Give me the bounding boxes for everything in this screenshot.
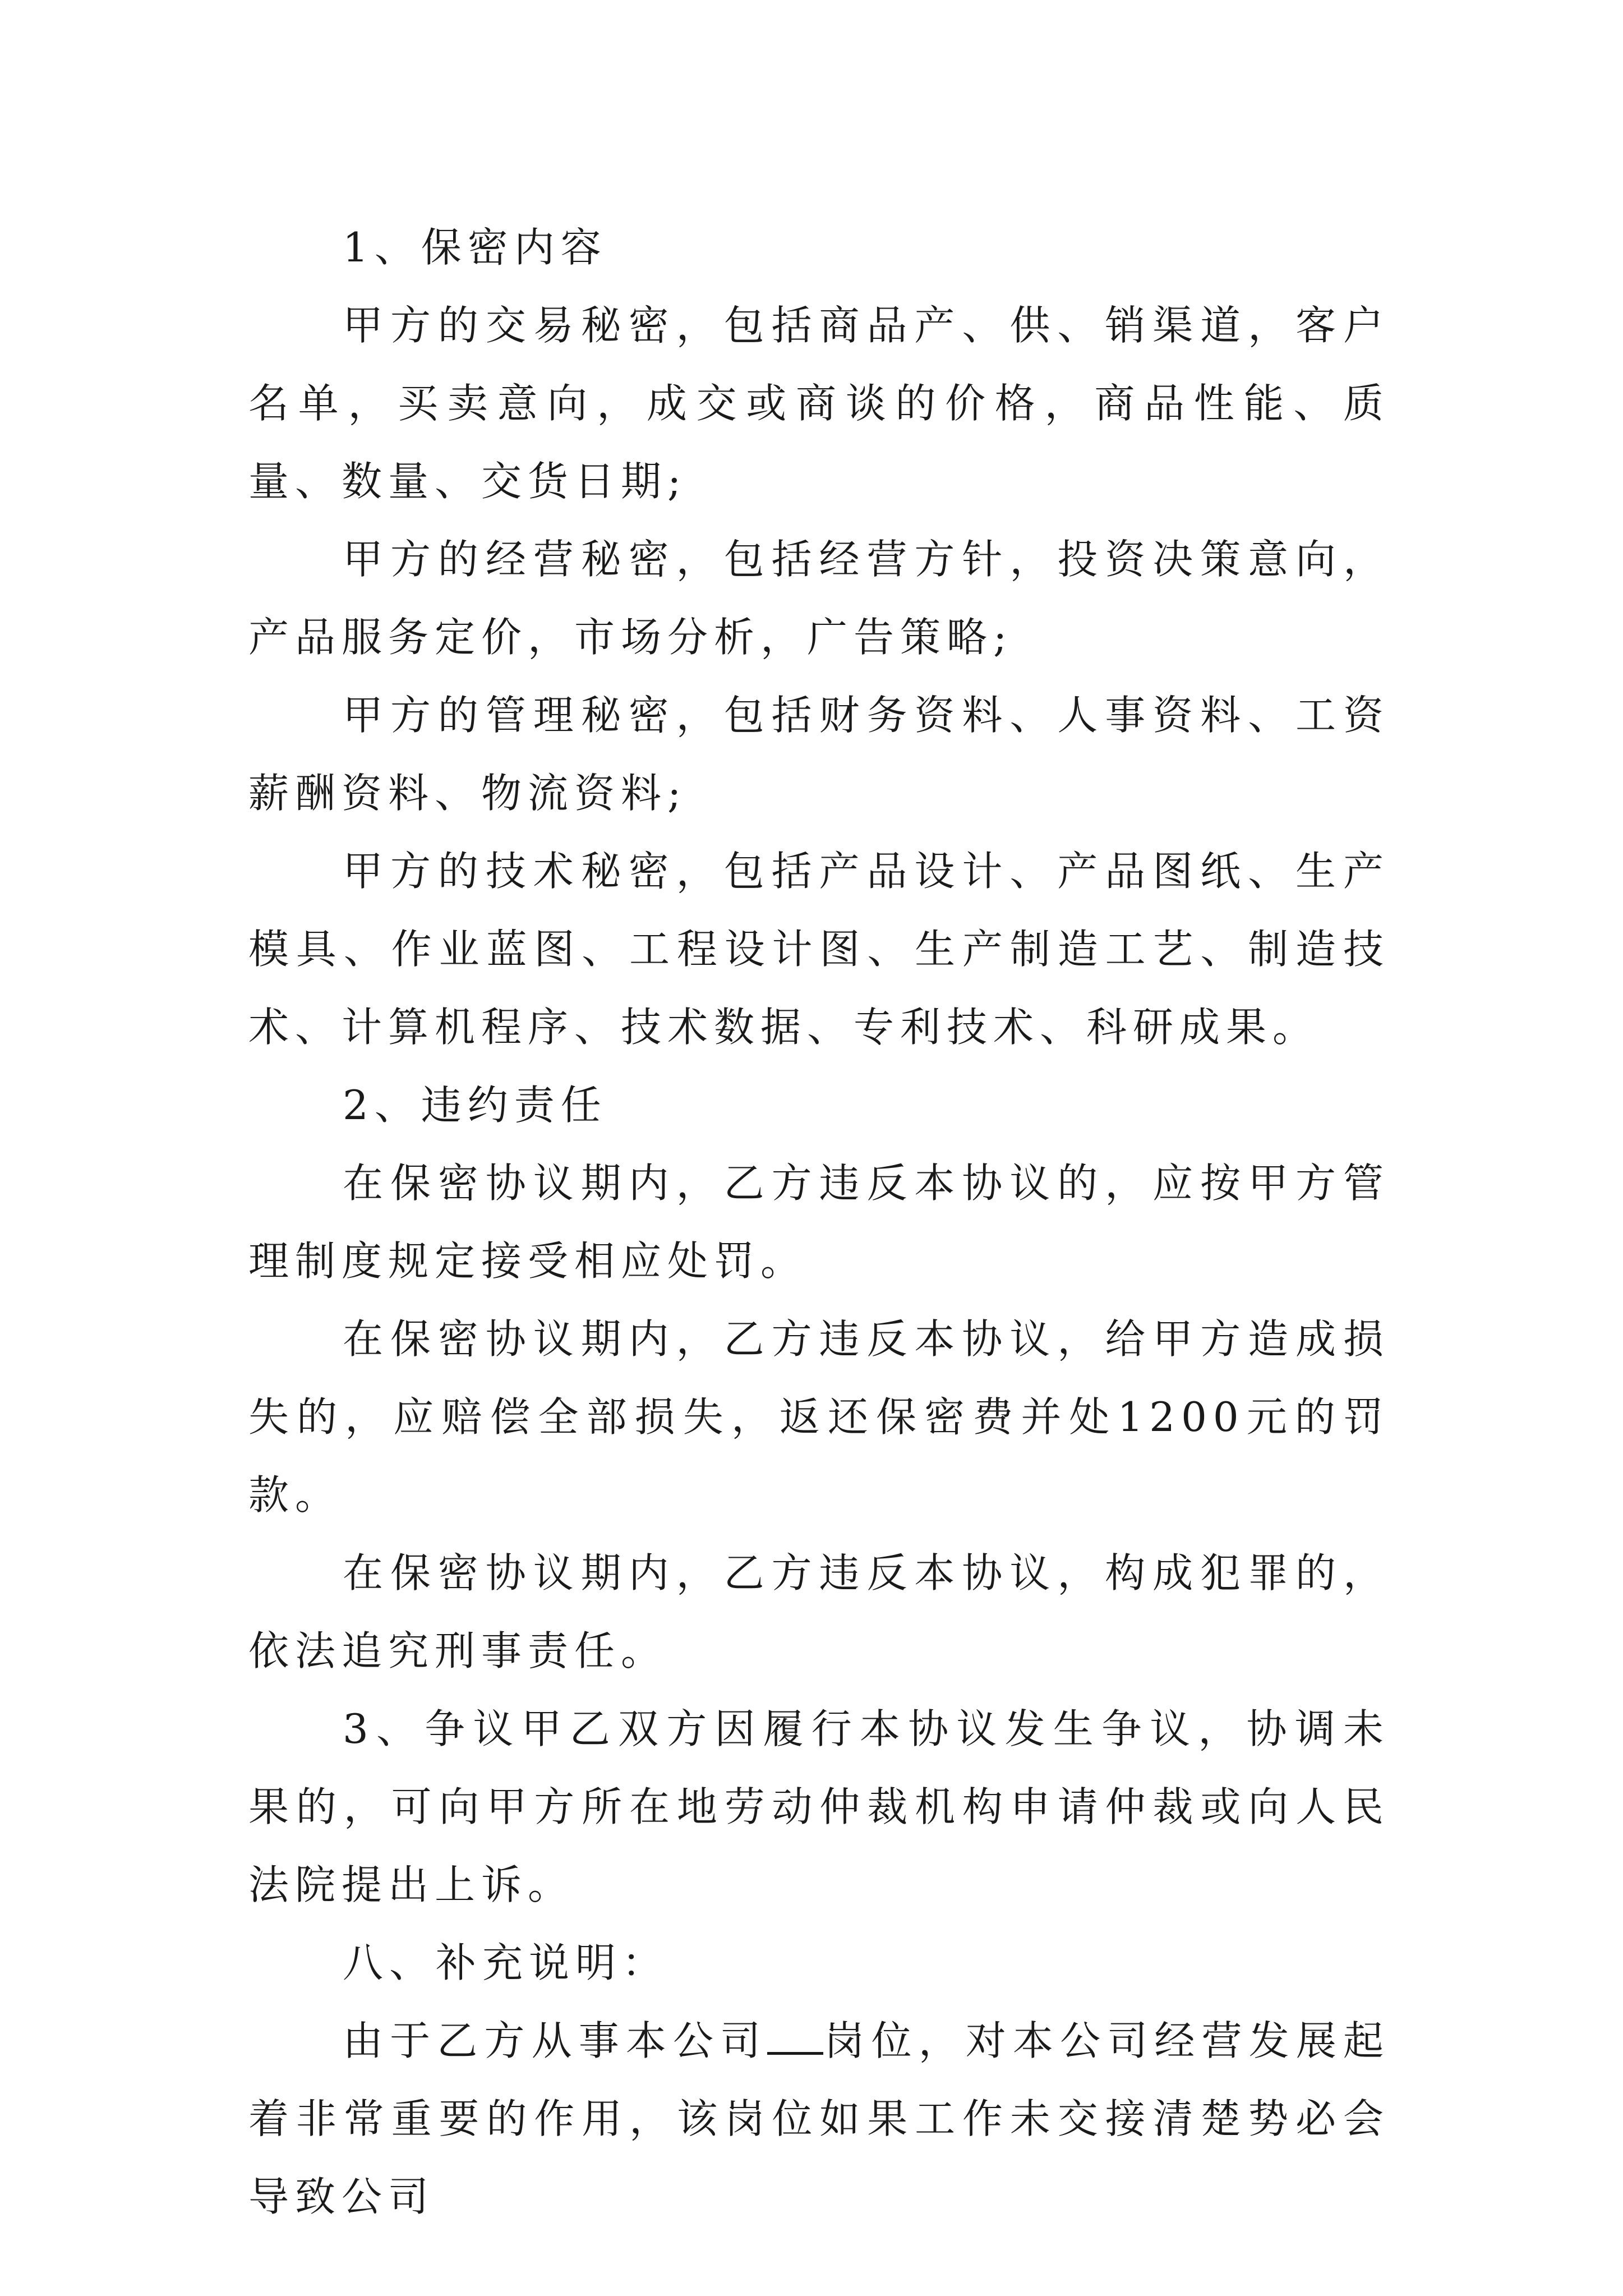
- paragraph-trade-secrets: 甲方的交易秘密，包括商品产、供、销渠道，客户名单，买卖意向，成交或商谈的价格，商品性能、质量、数量、交货日期;: [248, 302, 1390, 505]
- section-heading-confidential-content: 1、保密内容: [343, 224, 607, 271]
- section-heading-liability: 2、违约责任: [343, 1082, 607, 1129]
- paragraph-management-secrets: 甲方的管理秘密，包括财务资料、人事资料、工资薪酬资料、物流资料;: [248, 692, 1390, 817]
- paragraph-liability-criminal: 在保密协议期内，乙方违反本协议，构成犯罪的，依法追究刑事责任。: [248, 1549, 1390, 1674]
- paragraph-supplement: [248, 2002, 1390, 2236]
- paragraph-liability-penalty: 在保密协议期内，乙方违反本协议的，应按甲方管理制度规定接受相应处罚。: [248, 1159, 1390, 1285]
- supplement-text-before-blank: 由于乙方从事本公司: [343, 2017, 768, 2064]
- section-heading-supplement: 八、补充说明：: [343, 1939, 669, 1986]
- paragraph-liability-compensation: 在保密协议期内，乙方违反本协议，给甲方造成损失的，应赔偿全部损失，返还保密费并处1200元的罚款。: [248, 1315, 1390, 1519]
- paragraph-business-secrets: 甲方的经营秘密，包括经营方针，投资决策意向，产品服务定价，市场分析，广告策略;: [248, 536, 1390, 661]
- paragraph-technical-secrets: 甲方的技术秘密，包括产品设计、产品图纸、生产模具、作业蓝图、工程设计图、生产制造工艺、制造技术、计算机程序、技术数据、专利技术、科研成果。: [248, 848, 1390, 1051]
- supplement-text-after-blank: 岗位，对本公司经营发展起着非常重要的作用，该岗位如果工作未交接清楚势必会导致公司: [248, 2017, 1390, 2220]
- document-body: [248, 209, 1390, 2236]
- paragraph-dispute: 3、争议甲乙双方因履行本协议发生争议，协调未果的，可向甲方所在地劳动仲裁机构申请仲裁或向人民法院提出上诉。: [248, 1705, 1390, 1908]
- position-blank-line: [767, 2018, 823, 2055]
